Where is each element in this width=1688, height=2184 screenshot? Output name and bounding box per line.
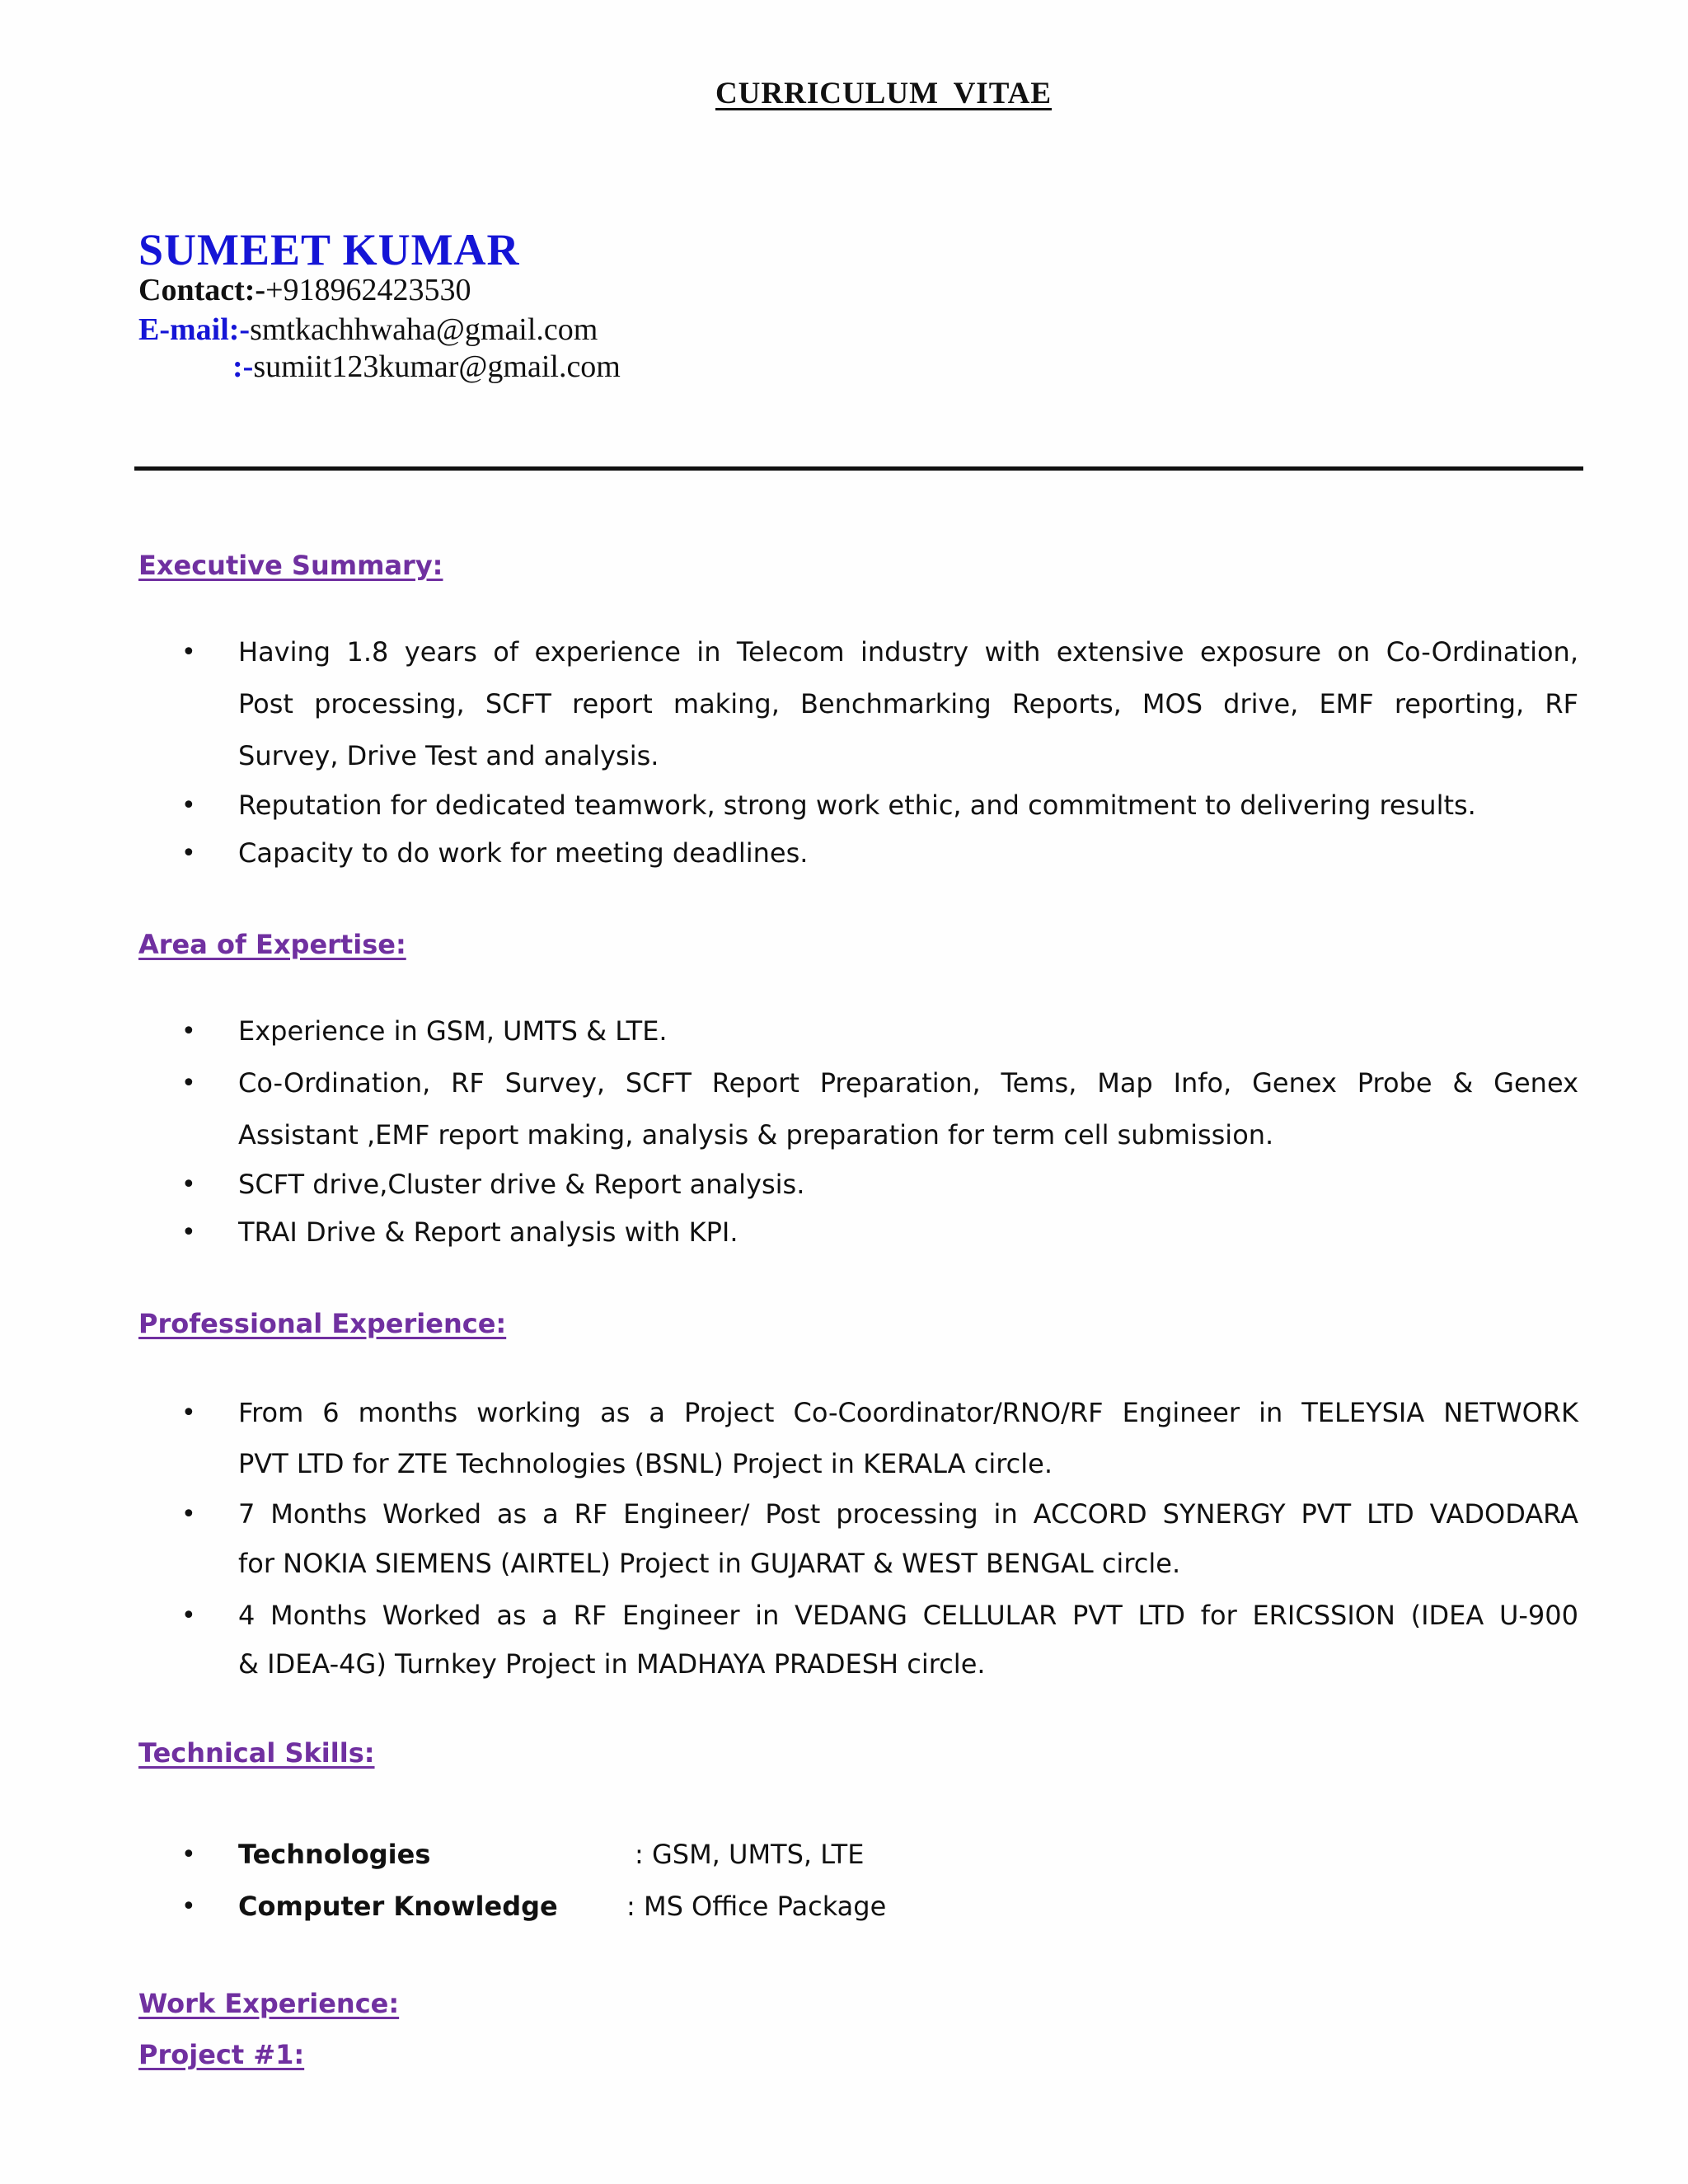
bullet-icon	[181, 1218, 198, 1247]
summary-item-1-line-3: Survey, Drive Test and analysis.	[238, 740, 659, 771]
email-label: E-mail:-	[138, 312, 251, 347]
experience-item-2-line-2: for NOKIA SIEMENS (AIRTEL) Project in GUJARAT & WEST BENGAL circle.	[238, 1548, 1181, 1579]
summary-item-3: Capacity to do work for meeting deadlines.	[238, 837, 809, 869]
expertise-item-4: TRAI Drive & Report analysis with KPI.	[238, 1216, 738, 1248]
bullet-icon	[181, 1840, 198, 1869]
expertise-item-3: SCFT drive,Cluster drive & Report analysis.	[238, 1169, 805, 1200]
contact-phone: +918962423530	[265, 273, 471, 307]
technical-skills-heading: Technical Skills:	[138, 1737, 375, 1769]
document-title: CURRICULUM VITAE	[715, 77, 1053, 110]
executive-summary-heading: Executive Summary:	[138, 550, 443, 581]
bullet-icon	[181, 1069, 198, 1098]
bullet-icon	[181, 1017, 198, 1046]
bullet-icon	[181, 791, 198, 820]
experience-item-1-line-2: PVT LTD for ZTE Technologies (BSNL) Project in KERALA circle.	[238, 1448, 1053, 1479]
summary-item-1-line-2: Post processing, SCFT report making, Benchmarking Reports, MOS drive, EMF reporting, RF	[238, 688, 1578, 719]
professional-experience-heading: Professional Experience:	[138, 1308, 507, 1339]
bullet-icon	[181, 638, 198, 667]
expertise-item-2-line-1: Co-Ordination, RF Survey, SCFT Report Preparation, Tems, Map Info, Genex Probe & Genex	[238, 1067, 1578, 1099]
experience-item-1-line-1: From 6 months working as a Project Co-Coordinator/RNO/RF Engineer in TELEYSIA NETWORK	[238, 1397, 1578, 1428]
email-line	[138, 312, 598, 348]
candidate-name: SUMEET KUMAR	[138, 225, 520, 274]
contact-line	[138, 272, 471, 308]
experience-item-3-line-1: 4 Months Worked as a RF Engineer in VEDANG CELLULAR PVT LTD for ERICSSION (IDEA U-900	[238, 1600, 1578, 1631]
bullet-icon	[181, 1500, 198, 1529]
experience-item-3-line-2: & IDEA-4G) Turnkey Project in MADHAYA PRADESH circle.	[238, 1648, 986, 1680]
email-primary[interactable]: smtkachhwaha@gmail.com	[250, 312, 598, 347]
bullet-icon	[181, 1170, 198, 1199]
header-divider	[134, 466, 1583, 471]
experience-item-2-line-1: 7 Months Worked as a RF Engineer/ Post processing in ACCORD SYNERGY PVT LTD VADODARA	[238, 1498, 1578, 1530]
expertise-item-1: Experience in GSM, UMTS & LTE.	[238, 1015, 668, 1047]
summary-item-1-line-1: Having 1.8 years of experience in Telecom industry with extensive exposure on Co-Ordination,	[238, 636, 1578, 668]
work-experience-heading: Work Experience:	[138, 1988, 400, 2019]
email2-label: :-	[232, 349, 254, 384]
email-line-secondary	[232, 349, 621, 385]
bullet-icon	[181, 1399, 198, 1427]
summary-item-2: Reputation for dedicated teamwork, strong work ethic, and commitment to delivering results.	[238, 790, 1476, 821]
contact-label: Contact:-	[138, 273, 266, 307]
bullet-icon	[181, 839, 198, 868]
skill-label-computer-knowledge: Computer Knowledge	[238, 1891, 558, 1922]
bullet-icon	[181, 1892, 198, 1921]
email-secondary[interactable]: sumiit123kumar@gmail.com	[253, 349, 621, 384]
skill-label-technologies: Technologies	[238, 1839, 431, 1870]
area-of-expertise-heading: Area of Expertise:	[138, 929, 406, 960]
skill-value-computer-knowledge: : MS Office Package	[626, 1891, 887, 1922]
project-1-heading: Project #1:	[138, 2039, 305, 2070]
skill-value-technologies: : GSM, UMTS, LTE	[635, 1839, 865, 1870]
bullet-icon	[181, 1601, 198, 1630]
expertise-item-2-line-2: Assistant ,EMF report making, analysis & preparation for term cell submission.	[238, 1119, 1274, 1151]
